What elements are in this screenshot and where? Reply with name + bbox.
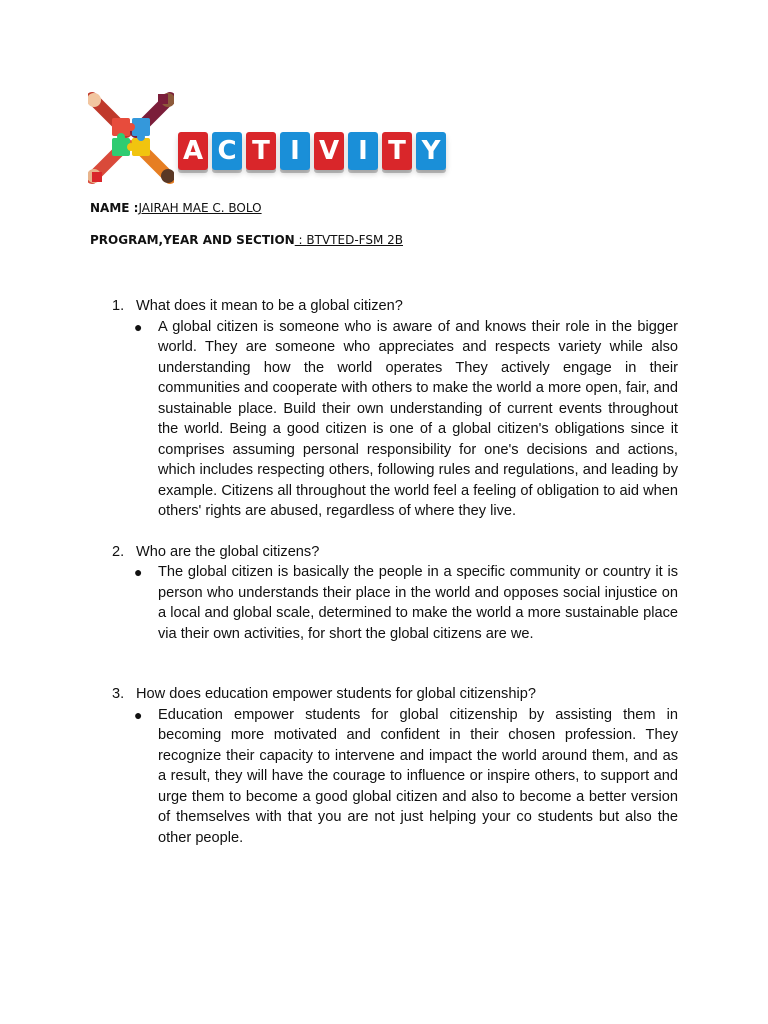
question-item	[112, 684, 678, 705]
bullet-icon: ●	[134, 706, 143, 723]
answer-item	[112, 705, 678, 849]
activity-letter-tile: V	[314, 132, 344, 170]
name-value: JAIRAH MAE C. BOLO	[138, 201, 262, 215]
activity-letter-tile: Y	[416, 132, 446, 170]
question-text: What does it mean to be a global citizen?	[136, 298, 403, 314]
question-list	[112, 296, 678, 848]
bullet-icon: ●	[134, 318, 143, 335]
question-number: 2.	[112, 543, 125, 560]
activity-letter-tile: I	[280, 132, 310, 170]
program-separator: :	[294, 233, 307, 247]
program-line	[90, 233, 403, 247]
name-line	[90, 201, 262, 215]
activity-letter-tile: T	[246, 132, 276, 170]
activity-title-tiles	[178, 132, 454, 178]
activity-header-logo	[88, 92, 454, 184]
answer-text: The global citizen is basically the people in a specific community or country it is person who understands their place in the world and opposes social injustice on a local and global scale, determined to make the world a more sustainable place via their own activities, for short the global citizens are we.	[158, 564, 678, 642]
program-label: PROGRAM,YEAR AND SECTION	[90, 233, 295, 247]
activity-letter-tile: C	[212, 132, 242, 170]
question-text: How does education empower students for global citizenship?	[136, 686, 536, 702]
question-text: Who are the global citizens?	[136, 543, 320, 560]
name-separator: :	[129, 201, 139, 215]
answer-text: Education empower students for global citizenship by assisting them in becoming more motivated and confident in their chosen profession. They recognize their capacity to intervene and impact the world around them, and as a result, they will have the courage to influence or inspire others, to support and urge them to become a good global citizen and also to become a better version of themselves with that you are not just helping your co students but also the other people.	[158, 706, 678, 846]
bullet-icon: ●	[134, 564, 143, 580]
activity-letter-tile: I	[348, 132, 378, 170]
puzzle-hands-icon	[88, 92, 174, 184]
name-label: NAME	[90, 201, 130, 215]
answer-item	[112, 317, 678, 522]
answer-item	[112, 562, 678, 644]
program-value: BTVTED-FSM 2B	[306, 233, 403, 247]
question-number: 3.	[112, 686, 125, 702]
question-item	[112, 542, 678, 563]
question-item	[112, 296, 678, 317]
question-number: 1.	[112, 298, 125, 314]
activity-letter-tile: A	[178, 132, 208, 170]
answer-text: A global citizen is someone who is aware of and knows their role in the bigger world. They are someone who appreciates and respects variety while also understanding how the world operates They actively engage in their communities and cooperate with others to make the world a more open, fair, and sustainable place. Build their own understanding of current events throughout the world. Being a good citizen is one of a global citizen's obligations since it comprises assuming personal responsibility for one's decisions and actions, which includes respecting others, following rules and regulations, and leading by example. Citizens all throughout the world feel a feeling of obligation to aid when others' rights are abused, regardless of where they live.	[158, 318, 678, 519]
activity-letter-tile: T	[382, 132, 412, 170]
